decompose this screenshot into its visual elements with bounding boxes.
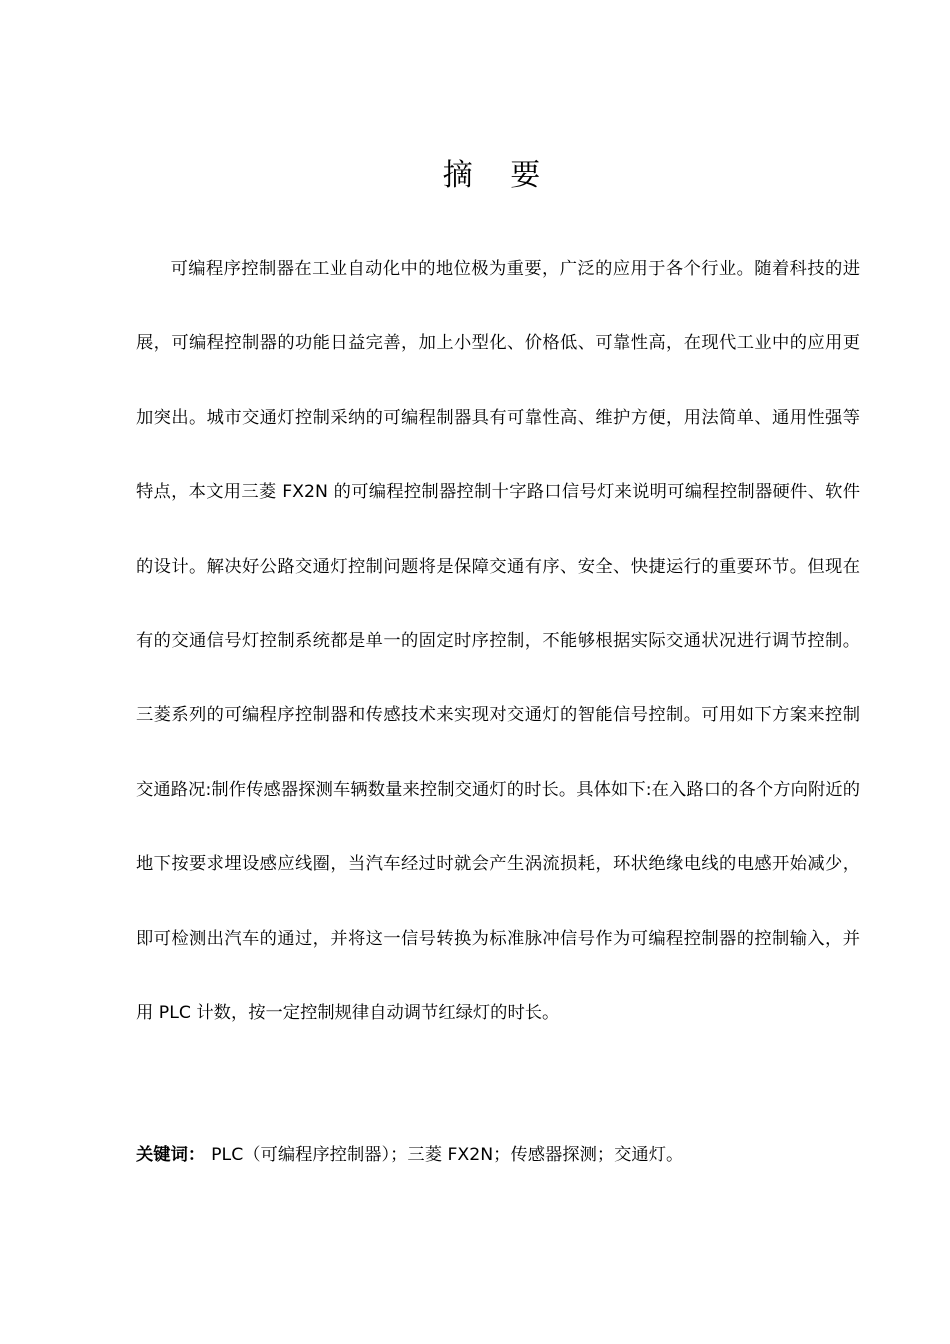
keywords-value: PLC（可编程序控制器）；三菱 FX2N；传感器探测；交通灯。 [211, 1145, 684, 1165]
keywords-line [136, 1140, 876, 1170]
keywords-label: 关键词： [136, 1145, 206, 1165]
page-title: 摘 要 [442, 158, 555, 193]
abstract-paragraph: 可编程序控制器在工业自动化中的地位极为重要，广泛的应用于各个行业。随着科技的进展，可编程控制器的功能日益完善，加上小型化、价格低、可靠性高，在现代工业中的应用更加突出。城市交通灯控制采纳的可编程制器具有可靠性高、维护方便，用法简单、通用性强等特点，本文用三菱 FX2N 的可编程控制器控制十字路口信号灯来说明可编程控制器硬件、软件的设计。解决好公路交通灯控制问题将是保障交通有序、安全、快捷运行的重要环节。但现在有的交通信号灯控制系统都是单一的固定时序控制，不能够根据实际交通状况进行调节控制。三菱系列的可编程序控制器和传感技术来实现对交通灯的智能信号控制。可用如下方案来控制交通路况:制作传感器探测车辆数量来控制交通灯的时长。具体如下:在入路口的各个方向附近的地下按要求埋设感应线圈，当汽车经过时就会产生涡流损耗，环状绝缘电线的电感开始减少，即可检测出汽车的通过，并将这一信号转换为标准脉冲信号作为可编程控制器的控制输入，并用 PLC 计数，按一定控制规律自动调节红绿灯的时长。 [136, 259, 860, 1024]
